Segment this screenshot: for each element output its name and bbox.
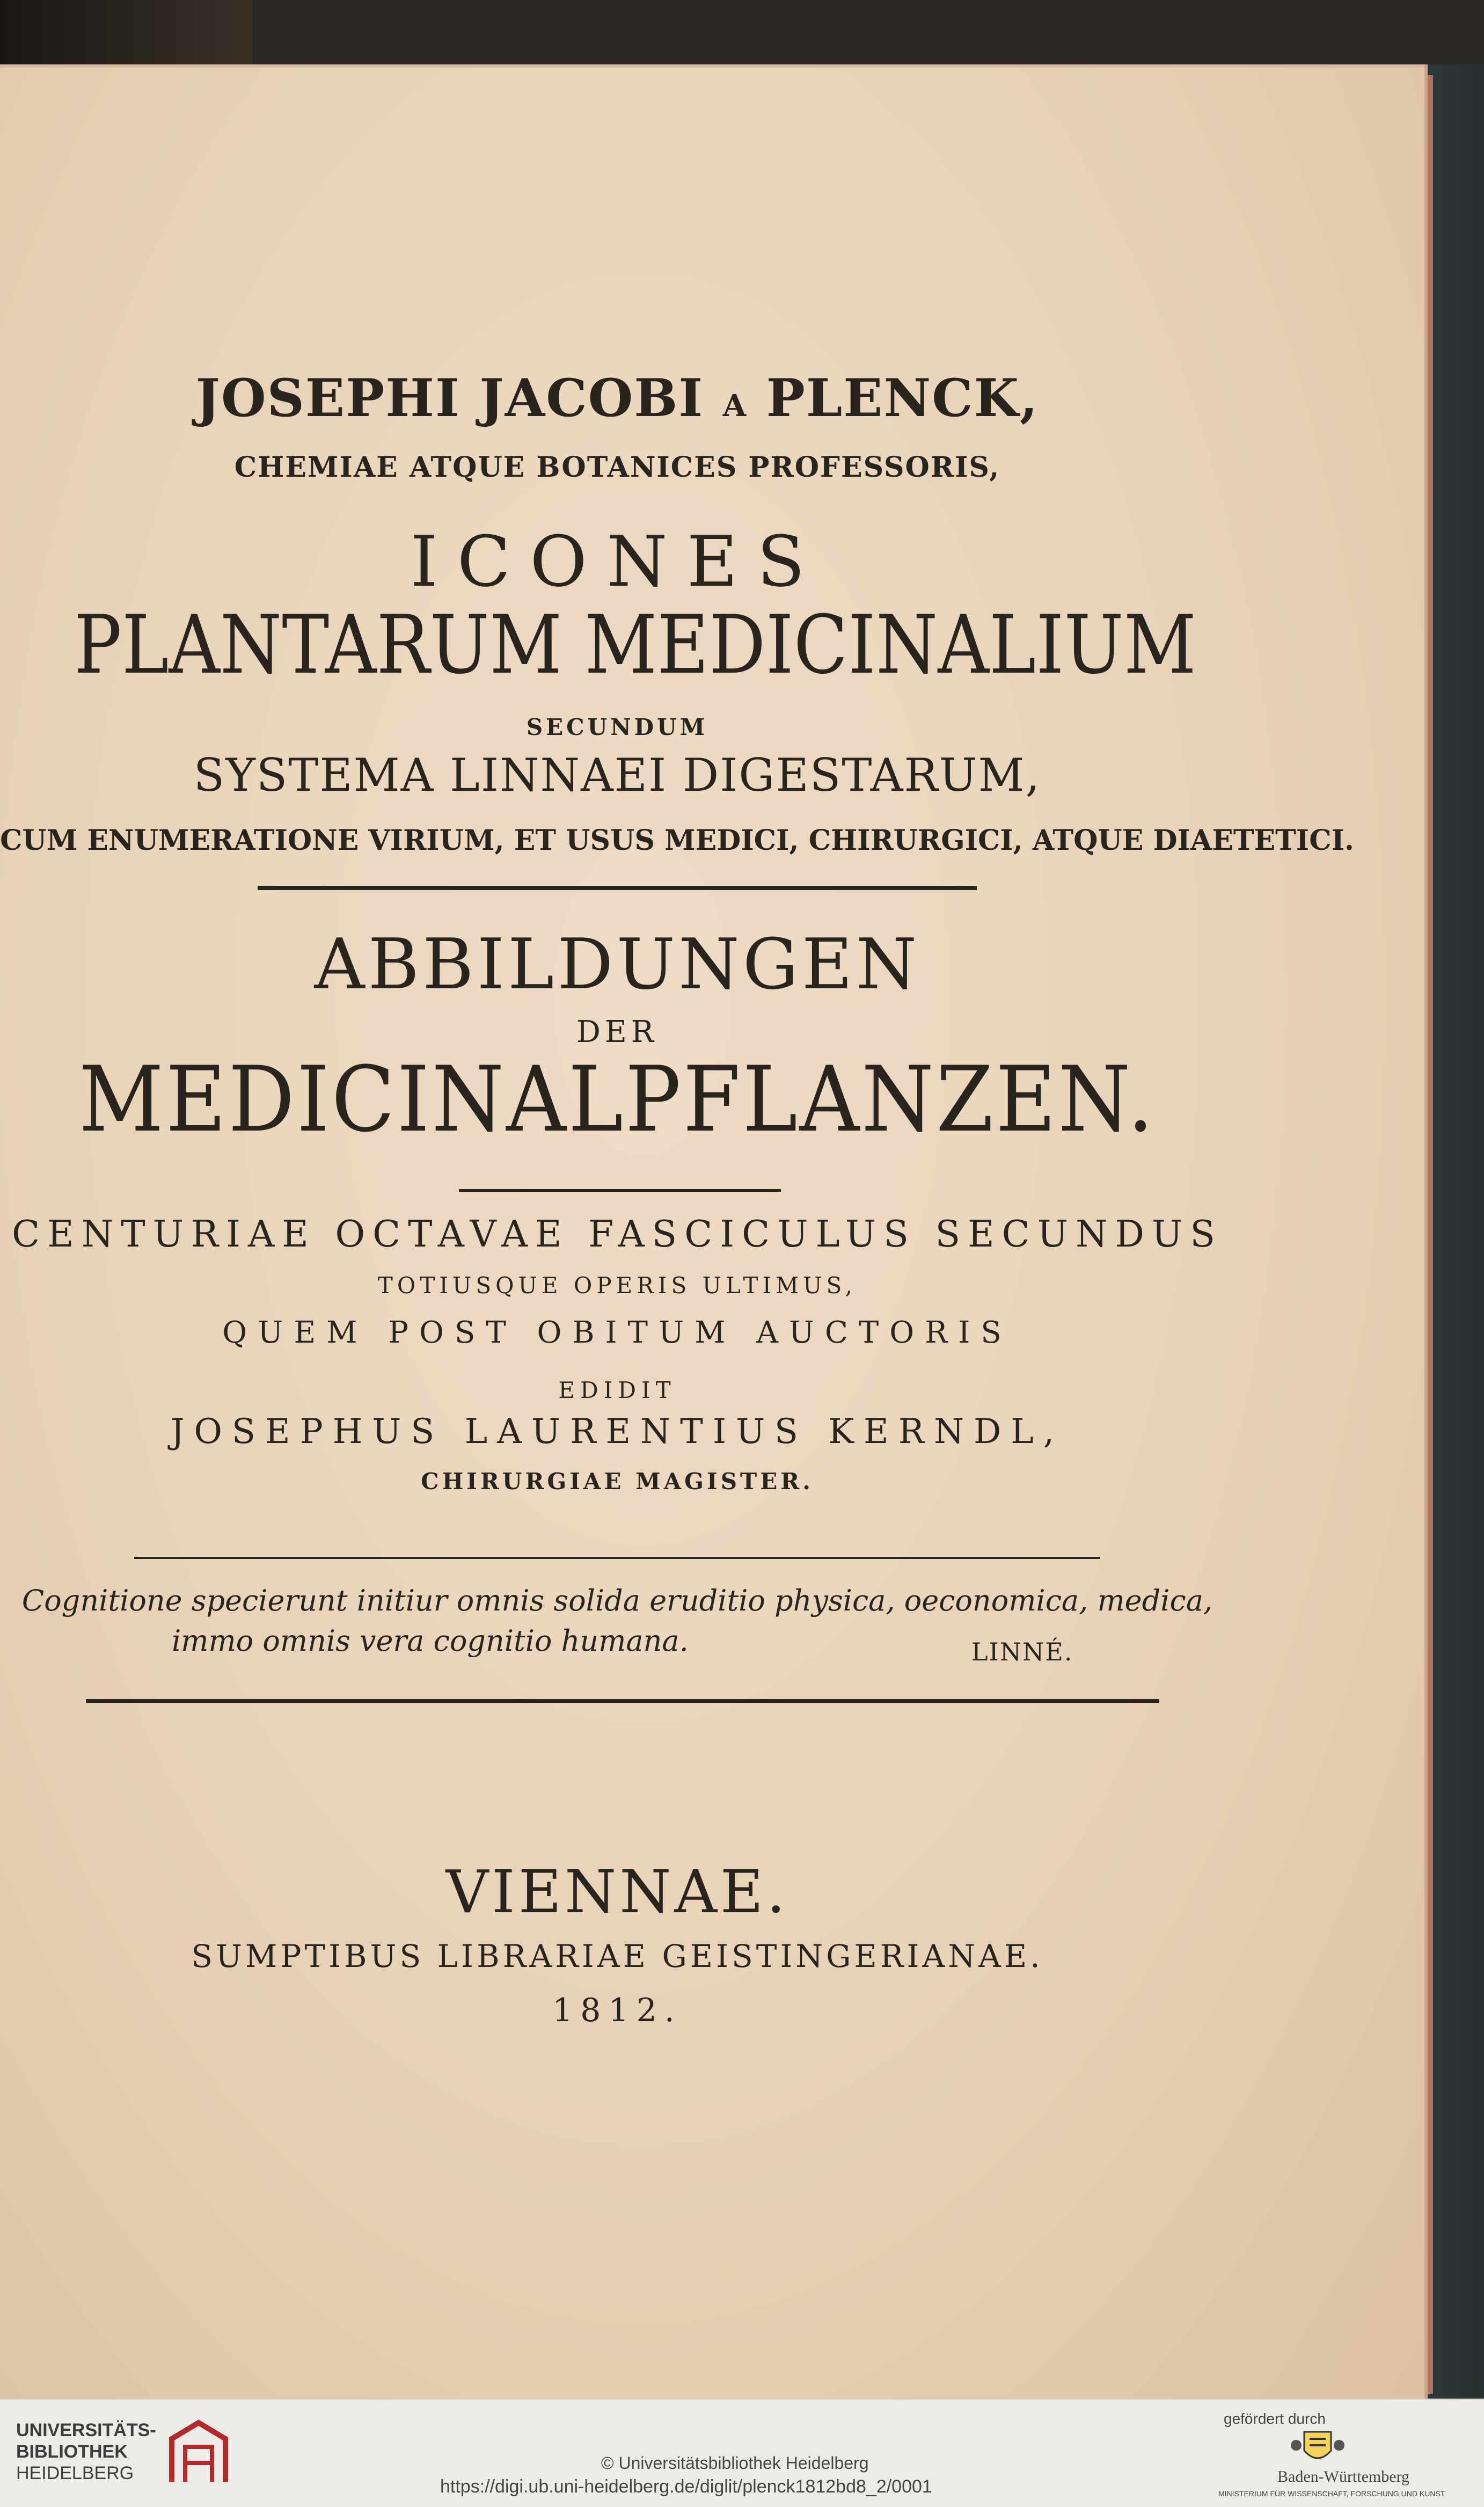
viewer-footer [0,2399,1484,2507]
quote-author: LINNÉ. [971,1637,1073,1666]
library-name-line-3: HEIDELBERG [16,2463,134,2483]
library-emblem-icon [166,2417,231,2487]
sponsor-label: gefördert durch [1224,2410,1326,2427]
rule-3 [134,1557,1100,1559]
edidit: EDIDIT [558,1377,676,1403]
year: 1812. [552,1992,682,2029]
quote-line-2: immo omnis vera cognitio humana. [172,1624,689,1658]
rule-1 [258,886,977,890]
secundum: SECUNDUM [526,714,708,740]
author-surname: PLENCK, [766,368,1039,428]
author-first-names: JOSEPHI JACOBI [195,368,704,428]
systema-line: SYSTEMA LINNAEI DIGESTARUM, [193,749,1041,801]
coat-of-arms-icon [1288,2429,1347,2467]
german-der: DER [576,1015,658,1050]
library-name-line-1: UNIVERSITÄTS- [16,2420,156,2440]
sponsor-logo[interactable] [1213,2429,1445,2504]
library-logo[interactable] [16,2415,247,2495]
editor-name: JOSEPHUS LAURENTIUS KERNDL, [170,1412,1064,1452]
centuriae-line: CENTURIAE OCTAVAE FASCICULUS SECUNDUS [12,1213,1223,1256]
quem-post-line: QUEM POST OBITUM AUCTORIS [222,1315,1012,1350]
rule-4 [86,1699,1159,1703]
editor-title: CHIRURGIAE MAGISTER. [421,1468,814,1495]
author-line [0,368,1234,428]
library-name-line-2: BIBLIOTHEK [16,2442,128,2462]
enumeratione-line: CUM ENUMERATIONE VIRIUM, ET USUS MEDICI, CHIRURGICI, ATQUE DIAETETICI. [0,824,1355,857]
rule-2 [459,1189,781,1192]
copyright-notice: © Universitätsbibliothek Heidelberg [601,2453,869,2473]
main-title: PLANTARUM MEDICINALIUM [74,599,1196,692]
german-title-1: ABBILDUNGEN [314,923,920,1005]
place: VIENNAE. [445,1857,789,1926]
german-title-2: MEDICINALPFLANZEN. [78,1047,1156,1152]
totiusque-line: TOTIUSQUE OPERIS ULTIMUS, [377,1272,857,1299]
permalink-url[interactable]: https://digi.ub.uni-heidelberg.de/diglit/plenck1812bd8_2/0001 [440,2476,932,2497]
title-icones: ICONES [410,521,824,602]
author-particle: A [722,388,748,424]
title-page [0,64,1428,2399]
author-title: CHEMIAE ATQUE BOTANICES PROFESSORIS, [234,451,1000,484]
sponsor-subtitle: MINISTERIUM FÜR WISSENSCHAFT, FORSCHUNG UND KUNST [1218,2489,1445,2498]
quote-line-1: Cognitione specierunt initiur omnis solida eruditio physica, oeconomica, medica, [21,1584,1213,1617]
publisher: SUMPTIBUS LIBRARIAE GEISTINGERIANAE. [191,1938,1043,1974]
sponsor-name: Baden-Württemberg [1277,2468,1410,2486]
